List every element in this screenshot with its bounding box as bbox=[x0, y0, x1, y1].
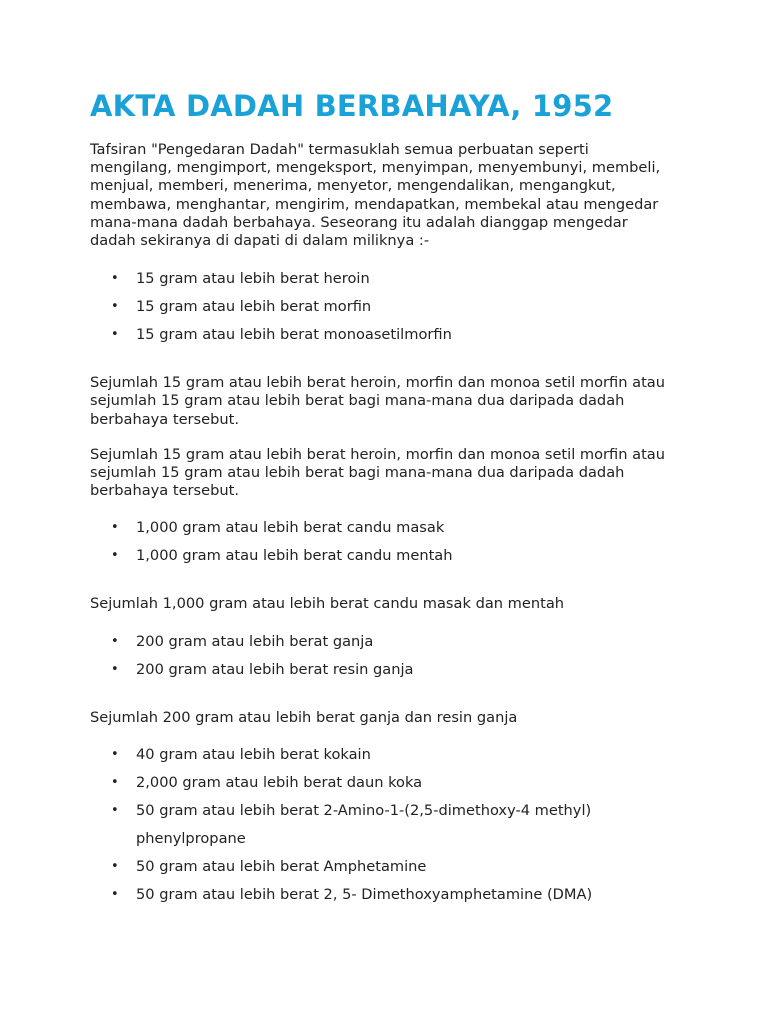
list-item bbox=[90, 321, 690, 349]
list-item-text: 1,000 gram atau lebih berat candu masak bbox=[136, 519, 445, 537]
document-page bbox=[90, 88, 690, 909]
intro-line: dadah sekiranya di dapati di dalam miliknya :- bbox=[90, 232, 430, 250]
list-item-text: 15 gram atau lebih berat morfin bbox=[136, 298, 372, 316]
list-item bbox=[90, 293, 690, 321]
bullet-icon: • bbox=[111, 661, 119, 677]
bullet-icon: • bbox=[111, 858, 119, 874]
bullet-icon: • bbox=[111, 548, 119, 564]
list-item-text: 15 gram atau lebih berat monoasetilmorfin bbox=[136, 326, 452, 344]
list-item bbox=[90, 741, 690, 769]
intro-line: mengilang, mengimport, mengeksport, menyimpan, menyembunyi, membeli, bbox=[90, 159, 661, 177]
heroin-combined-paragraph bbox=[90, 374, 690, 429]
list-item bbox=[90, 881, 690, 909]
opium-list bbox=[90, 514, 690, 570]
document-title: AKTA DADAH BERBAHAYA, 1952 bbox=[90, 89, 614, 123]
paragraph-line: Sejumlah 15 gram atau lebih berat heroin, morfin dan monoa setil morfin atau bbox=[90, 445, 665, 463]
bullet-icon: • bbox=[111, 520, 119, 536]
paragraph-line: sejumlah 15 gram atau lebih berat bagi mana-mana dua daripada dadah bbox=[90, 392, 625, 410]
intro-line: Tafsiran "Pengedaran Dadah" termasuklah semua perbuatan seperti bbox=[90, 141, 589, 158]
paragraph-line: sejumlah 15 gram atau lebih berat bagi mana-mana dua daripada dadah bbox=[90, 464, 625, 482]
list-item-text: 2,000 gram atau lebih berat daun koka bbox=[136, 773, 423, 791]
list-item-text: 50 gram atau lebih berat 2, 5- Dimethoxyamphetamine (DMA) bbox=[136, 885, 593, 903]
opium-combined-paragraph: Sejumlah 1,000 gram atau lebih berat candu masak dan mentah bbox=[90, 595, 565, 613]
bullet-icon: • bbox=[111, 271, 119, 287]
list-item bbox=[90, 656, 690, 684]
list-item-text: 50 gram atau lebih berat 2-Amino-1-(2,5-dimethoxy-4 methyl) bbox=[136, 801, 592, 819]
cannabis-list bbox=[90, 628, 690, 684]
list-item bbox=[90, 628, 690, 656]
list-item bbox=[90, 769, 690, 797]
list-item-text: 200 gram atau lebih berat resin ganja bbox=[136, 660, 414, 678]
list-item bbox=[90, 797, 690, 853]
bullet-icon: • bbox=[111, 327, 119, 343]
list-item bbox=[90, 265, 690, 293]
list-item bbox=[90, 853, 690, 881]
intro-line: menjual, memberi, menerima, menyetor, mengendalikan, mengangkut, bbox=[90, 177, 616, 195]
cannabis-combined-paragraph: Sejumlah 200 gram atau lebih berat ganja dan resin ganja bbox=[90, 708, 518, 726]
list-item-text: 40 gram atau lebih berat kokain bbox=[136, 745, 371, 763]
list-item-text: 50 gram atau lebih berat Amphetamine bbox=[136, 857, 427, 875]
heroin-morphine-list bbox=[90, 265, 690, 349]
bullet-icon: • bbox=[111, 886, 119, 902]
bullet-icon: • bbox=[111, 774, 119, 790]
paragraph-line: Sejumlah 15 gram atau lebih berat heroin, morfin dan monoa setil morfin atau bbox=[90, 374, 665, 392]
list-item bbox=[90, 514, 690, 542]
list-item-text: 1,000 gram atau lebih berat candu mentah bbox=[136, 547, 453, 565]
paragraph-line: berbahaya tersebut. bbox=[90, 410, 240, 428]
stimulants-list bbox=[90, 741, 690, 909]
bullet-icon: • bbox=[111, 746, 119, 762]
intro-paragraph bbox=[90, 141, 690, 250]
bullet-icon: • bbox=[111, 633, 119, 649]
list-item bbox=[90, 542, 690, 570]
bullet-icon: • bbox=[111, 299, 119, 315]
intro-line: mana-mana dadah berbahaya. Seseorang itu adalah dianggap mengedar bbox=[90, 213, 628, 231]
heroin-combined-paragraph-repeat bbox=[90, 446, 690, 501]
list-item-text: 200 gram atau lebih berat ganja bbox=[136, 632, 374, 650]
list-item-text-continuation: phenylpropane bbox=[136, 829, 246, 847]
intro-line: membawa, menghantar, mengirim, mendapatkan, membekal atau mengedar bbox=[90, 195, 659, 213]
paragraph-line: berbahaya tersebut. bbox=[90, 482, 240, 500]
bullet-icon: • bbox=[111, 802, 119, 818]
list-item-text: 15 gram atau lebih berat heroin bbox=[136, 270, 370, 288]
